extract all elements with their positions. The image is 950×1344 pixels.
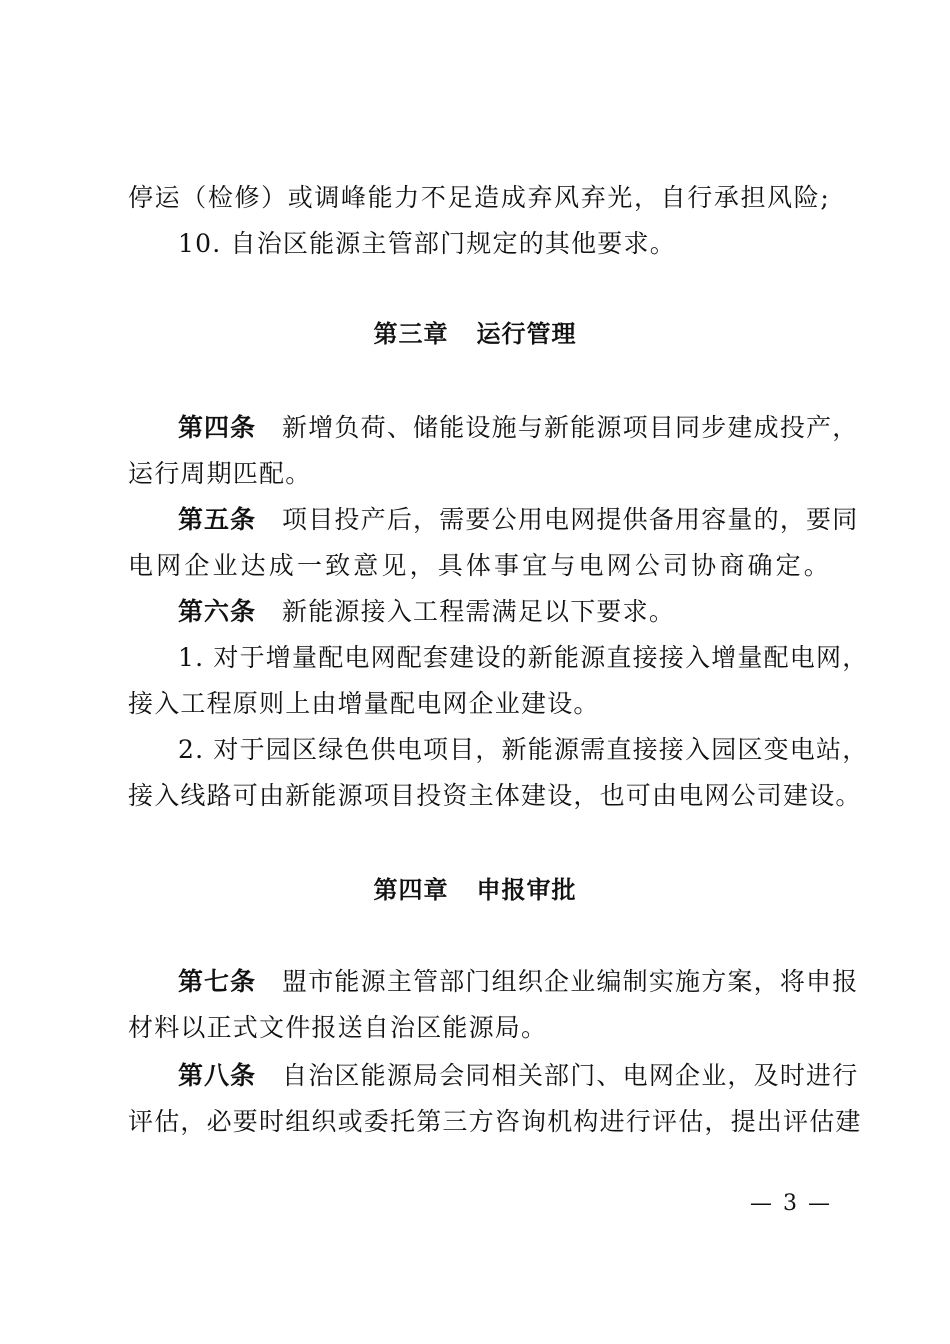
article-4-line-2: 运行周期匹配。	[128, 459, 312, 488]
article-8-line-1	[178, 1054, 859, 1098]
article-6-text-1: 新能源接入工程需满足以下要求。	[282, 597, 676, 626]
chapter-4-title: 申报审批	[476, 876, 577, 904]
article-8-line-2: 评估，必要时组织或委托第三方咨询机构进行评估，提出评估建	[128, 1107, 862, 1136]
article-5-line-2: 电网企业达成一致意见，具体事宜与电网公司协商确定。	[128, 551, 830, 580]
article-6-item-2-line-2: 接入线路可由新能源项目投资主体建设，也可由电网公司建设。	[128, 781, 862, 810]
article-7-line-2: 材料以正式文件报送自治区能源局。	[128, 1013, 548, 1042]
article-5-line-1	[178, 498, 859, 542]
chapter-3-heading	[0, 314, 950, 354]
article-6-item-1-line-1: 1. 对于增量配电网配套建设的新能源直接接入增量配电网，	[178, 643, 869, 672]
article-6-item-1-line-2: 接入工程原则上由增量配电网企业建设。	[128, 689, 600, 718]
article-8-label: 第八条	[178, 1061, 257, 1090]
chapter-4-number: 第四章	[373, 876, 449, 904]
article-6-item-2-line-1: 2. 对于园区绿色供电项目，新能源需直接接入园区变电站，	[178, 735, 869, 764]
chapter-3-title: 运行管理	[476, 320, 577, 348]
continuation-line-1: 停运（检修）或调峰能力不足造成弃风弃光，自行承担风险;	[128, 183, 830, 212]
article-6-label: 第六条	[178, 597, 257, 626]
article-4-line-1	[178, 406, 859, 450]
article-8-text-1: 自治区能源局会同相关部门、电网企业，及时进行	[282, 1061, 859, 1090]
page-number: — 3 —	[750, 1191, 832, 1216]
list-item-10: 10. 自治区能源主管部门规定的其他要求。	[178, 229, 676, 258]
article-6-line-1	[178, 590, 830, 634]
article-5-text-1: 项目投产后，需要公用电网提供备用容量的，要同	[282, 505, 859, 534]
article-7-line-1	[178, 960, 859, 1004]
chapter-3-number: 第三章	[373, 320, 449, 348]
article-4-label: 第四条	[178, 413, 257, 442]
chapter-4-heading	[0, 870, 950, 910]
article-7-text-1: 盟市能源主管部门组织企业编制实施方案，将申报	[282, 967, 859, 996]
article-7-label: 第七条	[178, 967, 257, 996]
article-4-text-1: 新增负荷、储能设施与新能源项目同步建成投产，	[282, 413, 859, 442]
article-5-label: 第五条	[178, 505, 257, 534]
